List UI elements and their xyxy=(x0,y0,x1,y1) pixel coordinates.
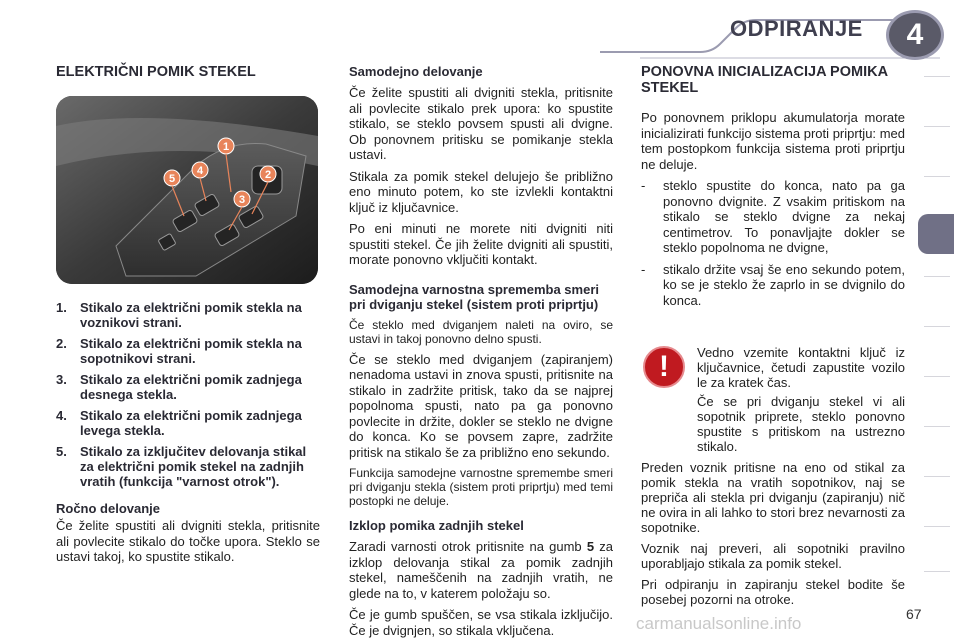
switch-legend-list xyxy=(56,300,320,489)
list-item: - stikalo držite vsaj še eno sekundo potem, ko se je steklo že zaprlo in se dvignilo do konca. xyxy=(641,261,905,308)
list-item: 2. Stikalo za električni pomik stekla na sopotnikovi strani. xyxy=(56,336,302,366)
warning-box xyxy=(641,345,905,607)
paragraph: Če želite spustiti ali dvigniti stekla, pritisnite ali povlecite stikalo prek upora: ko spustite stikalo, se steklo povsem spusti ali dvigne. Ob ponovnem pritisku se pomikanje stekla ustavi. xyxy=(349,85,613,162)
paragraph: Pri odpiranju in zapiranju stekel bodite še posebej pozorni na otroke. xyxy=(641,577,905,607)
column-right xyxy=(641,64,905,314)
callout-3: 3 xyxy=(238,194,246,206)
button-number-ref: 5 xyxy=(586,539,595,554)
manual-operation-text: Če želite spustiti ali dvigniti stekla, pritisnite ali povlecite stikalo do točke upora. Steklo se ustavi takoj, ko spustite stikalo. xyxy=(56,518,320,564)
section-heading-power-windows: ELEKTRIČNI POMIK STEKEL xyxy=(56,64,256,80)
paragraph: Če steklo med dviganjem naleti na oviro, se ustavi in takoj ponovno delno spusti. xyxy=(349,317,613,346)
paragraph: Če se pri dviganju stekel vi ali sopotnik priprete, steklo ponovno spustite s pritiskom na ustrezno stikalo. xyxy=(697,394,905,454)
list-item: - steklo spustite do konca, nato pa ga ponovno dvignite. Z vsakim pritiskom na stikalo se steklo dvigne za nekaj centimetrov. To ponavljajte dokler se steklo popolnoma ne dvigne, xyxy=(641,178,905,255)
callout-4: 4 xyxy=(196,165,204,177)
page-header xyxy=(0,0,960,60)
rear-windows-disable-heading: Izklop pomika zadnjih stekel xyxy=(349,518,524,533)
callout-2: 2 xyxy=(264,169,272,181)
paragraph: Če je gumb spuščen, se vsa stikala izključijo. Če je dvignjen, so stikala vključena. xyxy=(349,607,613,638)
index-tab[interactable] xyxy=(924,326,950,327)
watermark: carmanualsonline.info xyxy=(636,614,802,633)
list-item: 4. Stikalo za električni pomik zadnjega levega stekla. xyxy=(56,408,302,438)
index-tab[interactable] xyxy=(924,176,950,177)
index-tab[interactable] xyxy=(924,276,950,277)
page-number: 67 xyxy=(906,606,922,622)
paragraph: Stikala za pomik stekel delujejo še približno eno minuto potem, ko ste izvlekli kontaktni ključ iz ključavnice. xyxy=(349,168,613,215)
index-tab[interactable] xyxy=(924,126,950,127)
index-tab[interactable] xyxy=(924,426,950,427)
chapter-title: ODPIRANJE xyxy=(730,16,863,41)
callout-5: 5 xyxy=(168,173,176,185)
paragraph: Če se steklo med dviganjem (zapiranjem) nenadoma ustavi in znova spusti, pritisnite na stikalo in zadržite pritisk, tako da se najprej popolnoma spusti, nato pa ga ponovno povlecite in držite, dokler se steklo ne dvigne do konca. Ko se povsem zapre, zadržite pritisk na stikalo še za približno eno sekundo. xyxy=(349,351,613,460)
paragraph: Voznik naj preveri, ali sopotniki pravilno uporabljajo stikala za pomik stekel. xyxy=(641,541,905,571)
door-switch-panel-photo xyxy=(56,96,318,284)
index-tab[interactable] xyxy=(924,376,950,377)
auto-operation-heading: Samodejno delovanje xyxy=(349,64,483,79)
index-tab[interactable] xyxy=(924,526,950,527)
section-heading-reinitialisation: PONOVNA INICIALIZACIJA POMIKA STEKEL xyxy=(641,64,888,96)
chapter-number: 4 xyxy=(906,18,924,51)
callout-1: 1 xyxy=(222,141,230,153)
index-tab[interactable] xyxy=(924,76,950,77)
warning-icon: ! xyxy=(643,346,685,388)
index-tab-active[interactable] xyxy=(918,214,954,254)
anti-pinch-heading: Samodejna varnostna sprememba smeri pri dviganju stekel (sistem proti priprtju) xyxy=(349,281,599,312)
paragraph: Funkcija samodejne varnostne spremembe smeri pri dviganju stekla (sistem proti priprtju) med temi postopki ne deluje. xyxy=(349,466,613,508)
manual-operation-heading: Ročno delovanje xyxy=(56,501,161,516)
column-middle xyxy=(349,64,613,638)
paragraph: Vedno vzemite kontaktni ključ iz ključavnice, četudi zapustite vozilo le za kratek čas. xyxy=(697,345,905,390)
paragraph: Zaradi varnosti otrok pritisnite na gumb 5 za izklop delovanja stikal za pomik zadnjih stekel, nameščenih na zadnjih vratih, ne glede na to, v katerem položaju so. xyxy=(349,539,614,601)
column-left xyxy=(56,64,320,565)
paragraph: Po eni minuti ne morete niti dvigniti niti spustiti stekel. Če jih želite dvigniti ali spustiti, morate ponovno vključiti kontakt. xyxy=(349,221,613,267)
index-tab[interactable] xyxy=(924,476,950,477)
list-item: 5. Stikalo za izključitev delovanja stikal za električni pomik stekel na zadnjih vratih (funkcija "varnost otrok"). xyxy=(56,444,307,489)
reinit-steps-list xyxy=(641,178,905,308)
chapter-number-badge xyxy=(886,10,944,60)
paragraph: Po ponovnem priklopu akumulatorja morate inicializirati funkcijo sistema proti priprtju: med tem postopkom funkcija sistema proti priprtju ne deluje. xyxy=(641,110,905,172)
list-item: 1. Stikalo za električni pomik stekla na voznikovi strani. xyxy=(56,300,302,330)
chapter-index-tabs xyxy=(924,66,952,578)
paragraph: Preden voznik pritisne na eno od stikal za pomik stekla na vratih sopotnikov, naj se prepriča ali stekla pri dviganju (zapiranju) nič ne ovira in ali lahko to stori brez nevarnosti za sopotnike. xyxy=(641,460,905,535)
index-tab[interactable] xyxy=(924,571,950,572)
list-item: 3. Stikalo za električni pomik zadnjega desnega stekla. xyxy=(56,372,302,402)
